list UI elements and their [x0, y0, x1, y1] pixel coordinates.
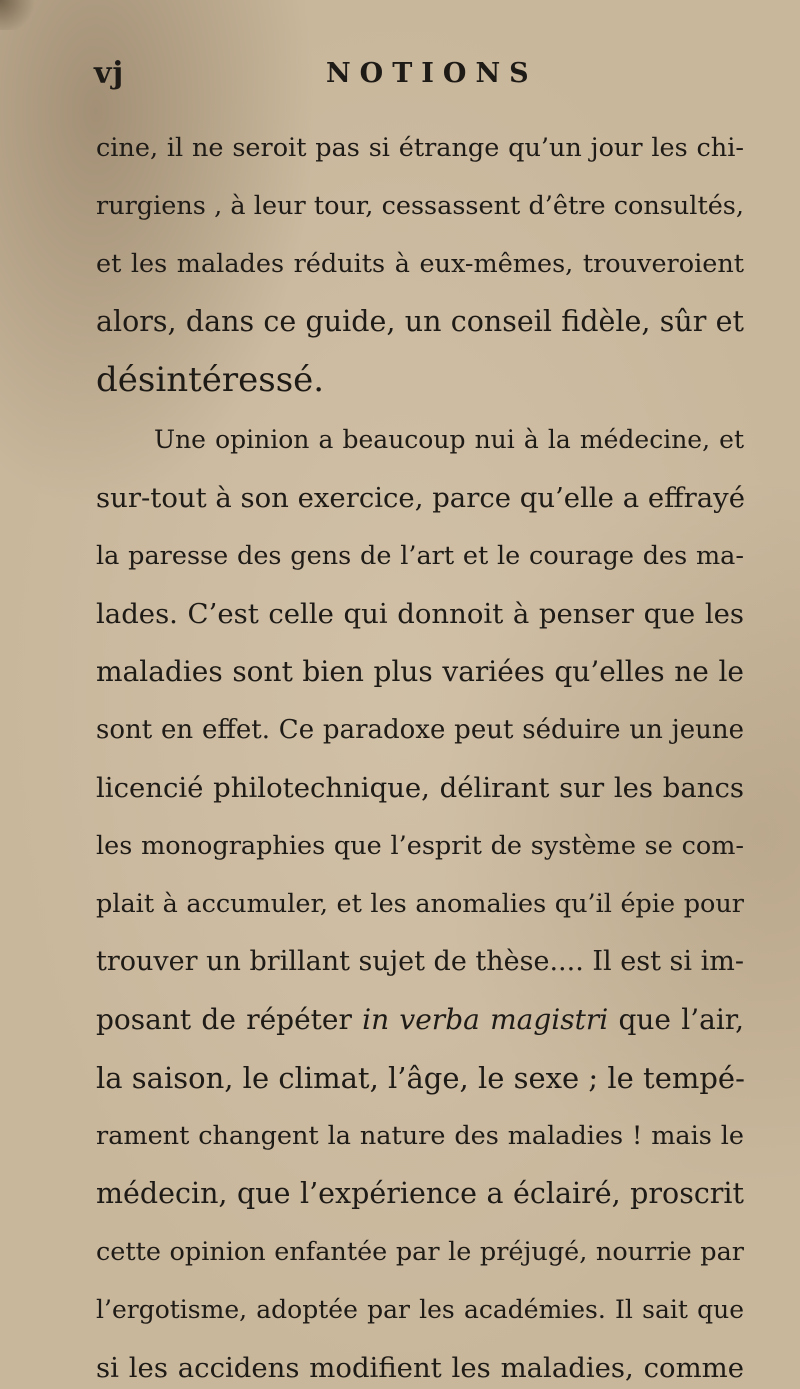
text-line: plait à accumuler, et les anomalies qu’il épie pour	[96, 889, 744, 919]
text-line: licencié philotechnique, délirant sur les bancs	[96, 772, 744, 804]
text-line: lades. C’est celle qui donnoit à penser que les	[96, 598, 744, 630]
page-header	[94, 56, 714, 96]
text-line: médecin, que l’expérience a éclairé, proscrit	[96, 1177, 744, 1210]
page-number: vj	[94, 56, 125, 91]
text-line: et les malades réduits à eux-mêmes, trouveroient	[96, 249, 744, 279]
text-line: la saison, le climat, l’âge, le sexe ; le tempé-	[96, 1061, 745, 1095]
text-line: cette opinion enfantée par le préjugé, nourrie par	[96, 1237, 744, 1267]
text-line: alors, dans ce guide, un conseil fidèle, sûr et	[96, 305, 744, 338]
text-line: cine, il ne seroit pas si étrange qu’un jour les chi-	[96, 133, 744, 163]
text-line: l’ergotisme, adoptée par les académies. Il sait que	[96, 1295, 744, 1324]
text-line: désintéressé.	[96, 360, 325, 400]
text-line: Une opinion a beaucoup nui à la médecine, et	[154, 425, 744, 454]
latin-phrase: in verba magistri	[362, 1003, 609, 1036]
running-title: NOTIONS	[326, 58, 538, 89]
text-line: sont en effet. Ce paradoxe peut séduire un jeune	[96, 715, 744, 745]
text-line: la paresse des gens de l’art et le courage des ma-	[96, 541, 744, 571]
text-line: rament changent la nature des maladies ! mais le	[96, 1121, 744, 1151]
text-line: posant de répéter in verba magistri que l’air,	[96, 1003, 745, 1036]
text-line: si les accidens modifient les maladies, comme	[96, 1352, 744, 1384]
page-stain	[0, 0, 40, 30]
text-line: les monographies que l’esprit de système se com-	[96, 831, 744, 861]
text-line: rurgiens , à leur tour, cessassent d’être consultés,	[96, 191, 744, 221]
text-line: sur-tout à son exercice, parce qu’elle a effrayé	[96, 482, 745, 514]
text-line: trouver un brillant sujet de thèse.... Il est si im-	[96, 946, 744, 977]
text-line: maladies sont bien plus variées qu’elles ne le	[96, 655, 744, 688]
